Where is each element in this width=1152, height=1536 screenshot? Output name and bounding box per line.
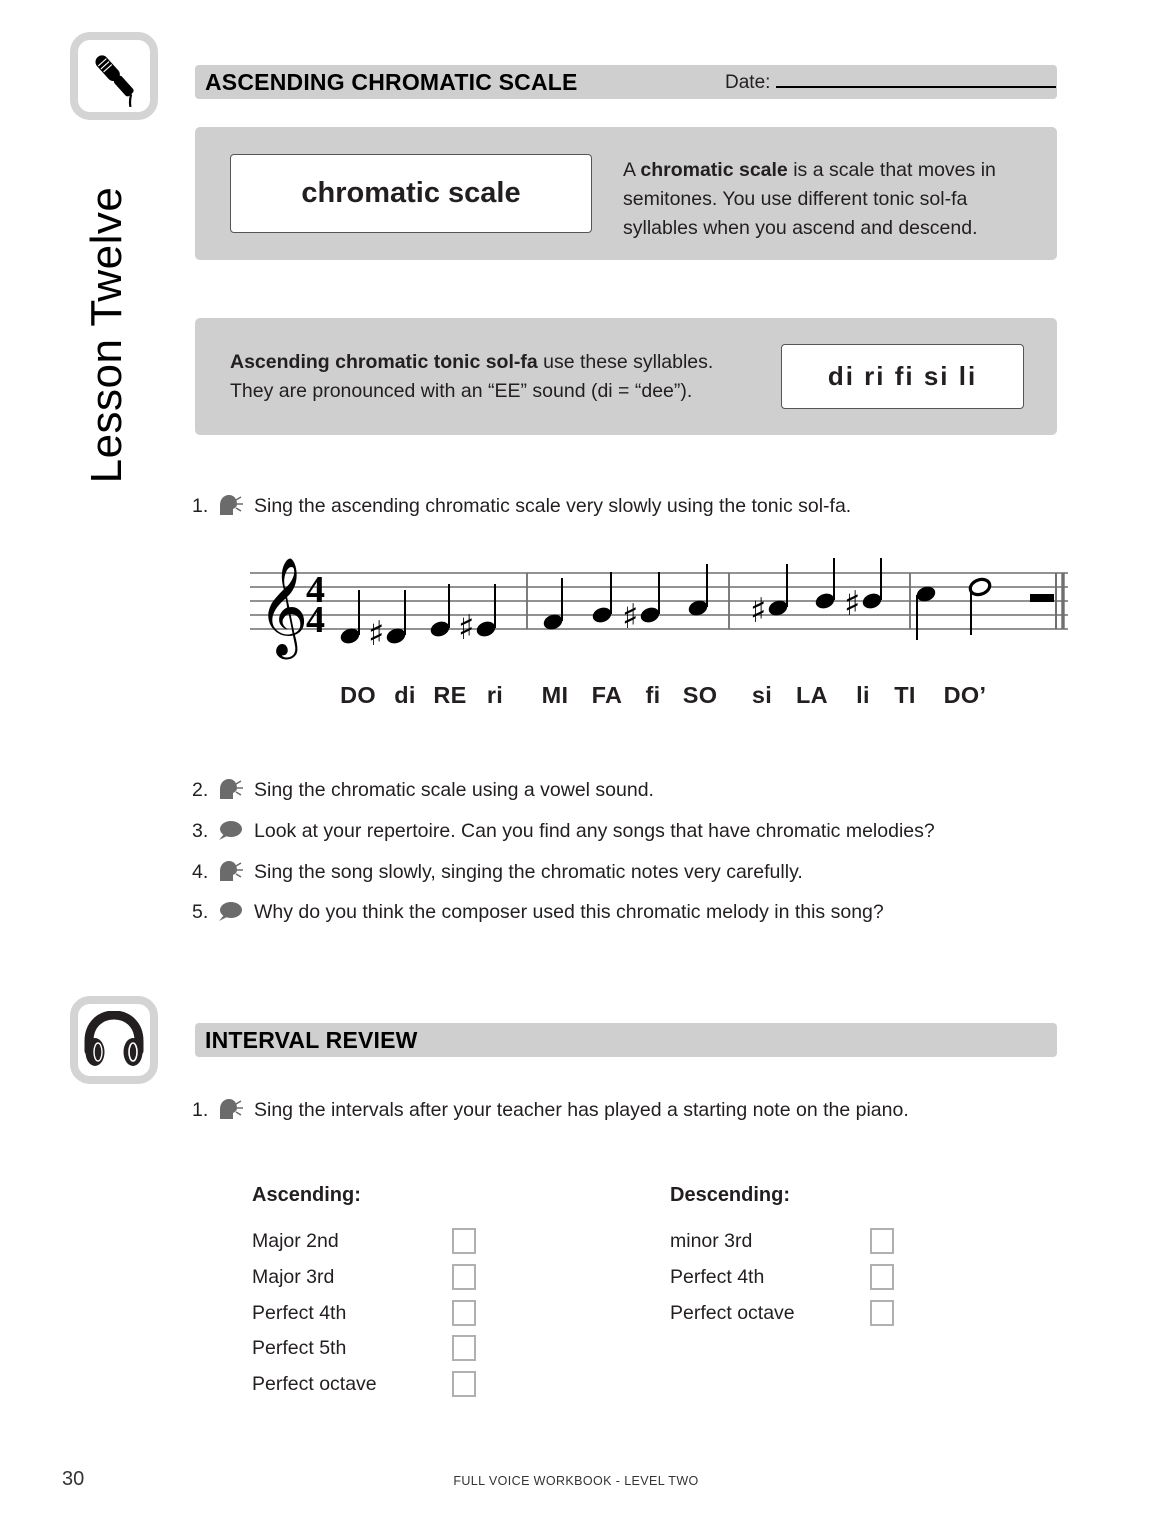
staff-notation	[250, 540, 1070, 660]
section-header-ascending	[195, 65, 1057, 99]
note-so	[687, 564, 710, 618]
note-fa	[591, 572, 614, 625]
activity-text: Sing the chromatic scale using a vowel sound.	[254, 779, 654, 801]
page-number: 30	[62, 1468, 85, 1490]
syllables-card	[781, 344, 1024, 409]
svg-text:4: 4	[306, 599, 325, 641]
solfa-label: TI	[894, 682, 916, 708]
note-mi	[542, 578, 565, 632]
interval-checkbox[interactable]	[870, 1264, 894, 1290]
headphones-icon	[82, 1011, 146, 1069]
speech-bubble-icon	[216, 819, 250, 847]
lesson-title: Lesson Twelve	[82, 186, 131, 484]
svg-text:♯: ♯	[368, 614, 385, 654]
interval-checklist-row	[252, 1300, 476, 1326]
svg-text:♯: ♯	[844, 584, 861, 624]
note-la	[814, 558, 837, 611]
headphones-badge	[70, 996, 158, 1084]
activity-text: Sing the intervals after your teacher has played a starting note on the piano.	[254, 1099, 909, 1121]
interval-checklist-row	[252, 1335, 476, 1361]
solfa-label: di	[394, 682, 416, 708]
activity-number: 1.	[192, 1099, 209, 1121]
note-do	[339, 590, 362, 646]
solfa-label-row	[250, 682, 1070, 716]
interval-label: Perfect 4th	[670, 1265, 765, 1288]
ascending-column-header: Ascending:	[252, 1184, 361, 1206]
solfa-label: DO’	[943, 682, 987, 708]
definition-bold: chromatic scale	[640, 159, 788, 181]
activity-item	[192, 1098, 909, 1126]
singing-head-icon	[216, 1098, 250, 1126]
music-staff	[250, 540, 1070, 660]
note-ti	[915, 584, 938, 640]
term-text: chromatic scale	[301, 177, 521, 209]
solfa-label: RE	[433, 682, 467, 708]
definition-text	[623, 156, 1023, 243]
activity-number: 5.	[192, 901, 209, 923]
footer-text: FULL VOICE WORKBOOK - LEVEL TWO	[453, 1474, 699, 1488]
note-do-octave	[968, 577, 992, 635]
activity-item	[192, 494, 851, 522]
activity-text: Why do you think the composer used this chromatic melody in this song?	[254, 901, 884, 923]
speech-bubble-icon	[216, 900, 250, 928]
interval-checklist-row	[670, 1228, 894, 1254]
activity-number: 2.	[192, 779, 209, 801]
note-re	[429, 584, 452, 639]
interval-checkbox[interactable]	[452, 1335, 476, 1361]
interval-checkbox[interactable]	[452, 1300, 476, 1326]
activity-item	[192, 860, 803, 888]
note-li	[844, 558, 883, 624]
definition-lead: A	[623, 159, 641, 181]
activity-text: Sing the ascending chromatic scale very slowly using the tonic sol-fa.	[254, 495, 852, 517]
svg-text:♯: ♯	[750, 591, 767, 631]
interval-label: Major 2nd	[252, 1229, 339, 1252]
interval-checkbox[interactable]	[452, 1264, 476, 1290]
activity-text: Look at your repertoire. Can you find any songs that have chromatic melodies?	[254, 820, 935, 842]
solfa-bold: Ascending chromatic tonic sol-fa	[230, 351, 538, 373]
solfa-instruction-text	[230, 348, 750, 406]
svg-text:♯: ♯	[622, 597, 639, 637]
activity-number: 4.	[192, 861, 209, 883]
solfa-label: FA	[591, 682, 623, 708]
singing-head-icon	[216, 778, 250, 806]
section-header-interval-review	[195, 1023, 1057, 1057]
interval-checkbox[interactable]	[870, 1300, 894, 1326]
microphone-badge	[70, 32, 158, 120]
interval-checkbox[interactable]	[870, 1228, 894, 1254]
interval-checklist-row	[252, 1228, 476, 1254]
activity-number: 1.	[192, 495, 209, 517]
interval-checklist-row	[670, 1264, 894, 1290]
solfa-label: SO	[682, 682, 718, 708]
note-di	[368, 590, 407, 654]
interval-label: Major 3rd	[252, 1265, 335, 1288]
activity-item	[192, 778, 654, 806]
interval-checklist-row	[252, 1371, 476, 1397]
descending-column-header: Descending:	[670, 1184, 791, 1206]
solfa-label: li	[856, 682, 870, 708]
interval-checkbox[interactable]	[452, 1228, 476, 1254]
interval-label: Perfect 4th	[252, 1301, 347, 1324]
solfa-label: DO	[340, 682, 376, 708]
interval-label: minor 3rd	[670, 1229, 753, 1252]
interval-label: Perfect octave	[252, 1372, 377, 1395]
activity-item	[192, 900, 884, 928]
note-si	[750, 564, 789, 631]
singing-head-icon	[216, 860, 250, 888]
singing-head-icon	[216, 494, 250, 522]
half-rest	[1030, 594, 1054, 602]
solfa-label: si	[751, 682, 773, 708]
solfa-rest: use these syllables. They are pronounced with an “EE” sound (di = “dee”).	[230, 351, 714, 402]
svg-text:♯: ♯	[458, 608, 475, 648]
solfa-label: MI	[541, 682, 569, 708]
solfa-label: ri	[486, 682, 504, 708]
note-fi	[622, 572, 661, 637]
date-input-line[interactable]	[776, 71, 1056, 88]
page-title: ASCENDING CHROMATIC SCALE	[205, 68, 578, 95]
solfa-label: LA	[796, 682, 828, 708]
activity-text: Sing the song slowly, singing the chromatic notes very carefully.	[254, 861, 803, 883]
interval-checklist-row	[670, 1300, 894, 1326]
date-field[interactable]	[725, 71, 1056, 94]
activity-item	[192, 819, 935, 847]
activity-number: 3.	[192, 820, 209, 842]
svg-text:4: 4	[306, 569, 325, 611]
solfa-panel	[195, 318, 1057, 435]
interval-label: Perfect 5th	[252, 1336, 347, 1359]
definition-rest: is a scale that moves in semitones. You use different tonic sol-fa syllables when you ascend and descend.	[623, 159, 996, 239]
note-ri	[458, 584, 497, 648]
svg-text:𝄞: 𝄞	[258, 557, 309, 656]
microphone-icon	[83, 45, 145, 107]
interval-checkbox[interactable]	[452, 1371, 476, 1397]
interval-label: Perfect octave	[670, 1301, 795, 1324]
syllables-text: di ri fi si li	[827, 361, 978, 391]
date-label: Date:	[725, 72, 771, 93]
solfa-label: fi	[645, 682, 661, 708]
definition-panel	[195, 127, 1057, 260]
interval-checklist-row	[252, 1264, 476, 1290]
term-card	[230, 154, 592, 233]
interval-review-title: INTERVAL REVIEW	[205, 1026, 418, 1053]
